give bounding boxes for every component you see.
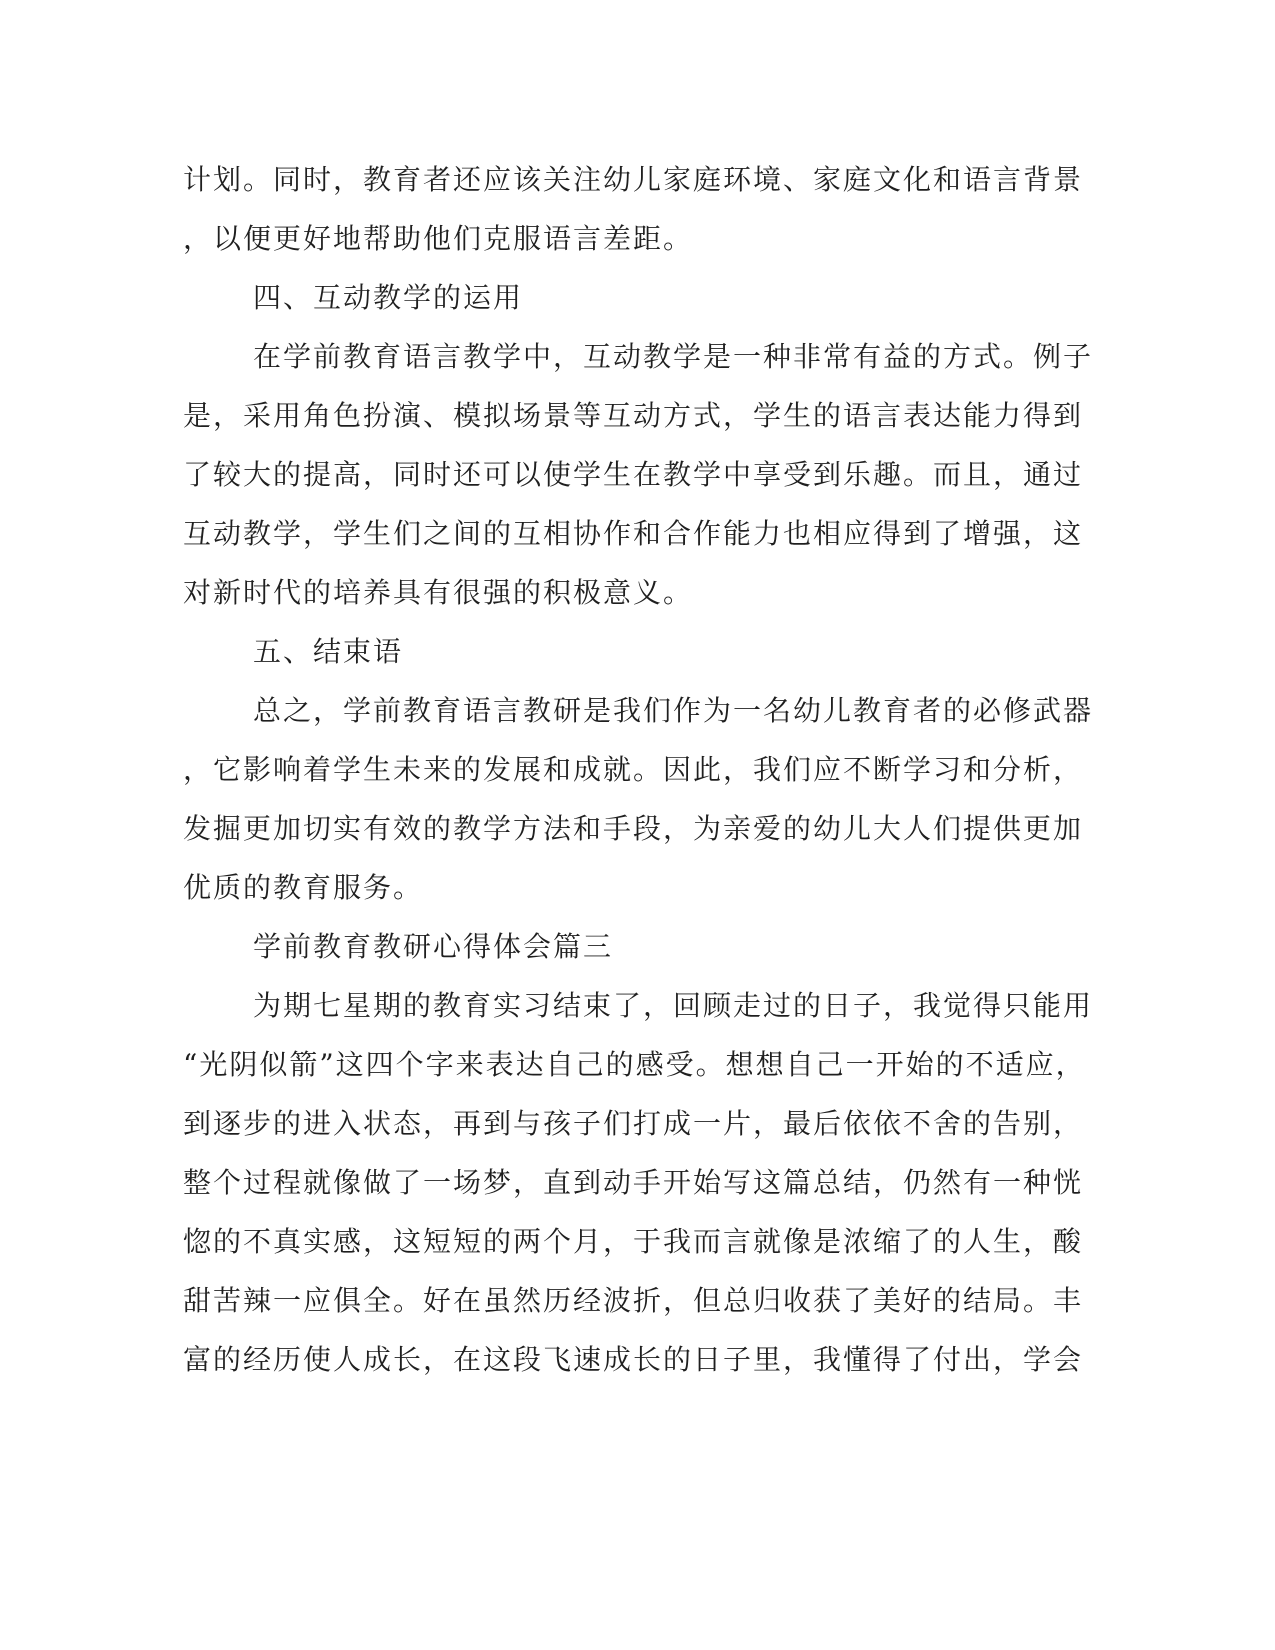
text-line: 优质的教育服务。 [183, 871, 424, 904]
section-heading: 四、互动教学的运用 [253, 281, 524, 314]
text-line: “光阴似箭”这四个字来表达自己的感受。想想自己一开始的不适应， [183, 1048, 1086, 1081]
text-line: 总之，学前教育语言教研是我们作为一名幼儿教育者的必修武器 [253, 694, 1094, 727]
text-line: 在学前教育语言教学中，互动教学是一种非常有益的方式。例子 [253, 340, 1094, 373]
text-line: 富的经历使人成长，在这段飞速成长的日子里，我懂得了付出，学会 [183, 1343, 1084, 1376]
text-line: 互动教学，学生们之间的互相协作和合作能力也相应得到了增强，这 [183, 517, 1084, 550]
text-line: 甜苦辣一应俱全。好在虽然历经波折，但总归收获了美好的结局。丰 [183, 1284, 1084, 1317]
text-line: 对新时代的培养具有很强的积极意义。 [183, 576, 694, 609]
section-heading: 五、结束语 [253, 635, 404, 668]
section-heading: 学前教育教研心得体会篇三 [253, 930, 614, 963]
text-line: 惚的不真实感，这短短的两个月，于我而言就像是浓缩了的人生，酸 [183, 1225, 1084, 1258]
text-line: 整个过程就像做了一场梦，直到动手开始写这篇总结，仍然有一种恍 [183, 1166, 1084, 1199]
text-line: 为期七星期的教育实习结束了，回顾走过的日子，我觉得只能用 [253, 989, 1094, 1022]
text-line: 到逐步的进入状态，再到与孩子们打成一片，最后依依不舍的告别， [183, 1107, 1084, 1140]
text-line: 发掘更加切实有效的教学方法和手段，为亲爱的幼儿大人们提供更加 [183, 812, 1084, 845]
text-line: ，它影响着学生未来的发展和成就。因此，我们应不断学习和分析， [183, 753, 1084, 786]
text-line: ，以便更好地帮助他们克服语言差距。 [183, 222, 694, 255]
text-line: 是，采用角色扮演、模拟场景等互动方式，学生的语言表达能力得到 [183, 399, 1084, 432]
text-line: 了较大的提高，同时还可以使学生在教学中享受到乐趣。而且，通过 [183, 458, 1084, 491]
text-line: 计划。同时，教育者还应该关注幼儿家庭环境、家庭文化和语言背景 [183, 163, 1084, 196]
